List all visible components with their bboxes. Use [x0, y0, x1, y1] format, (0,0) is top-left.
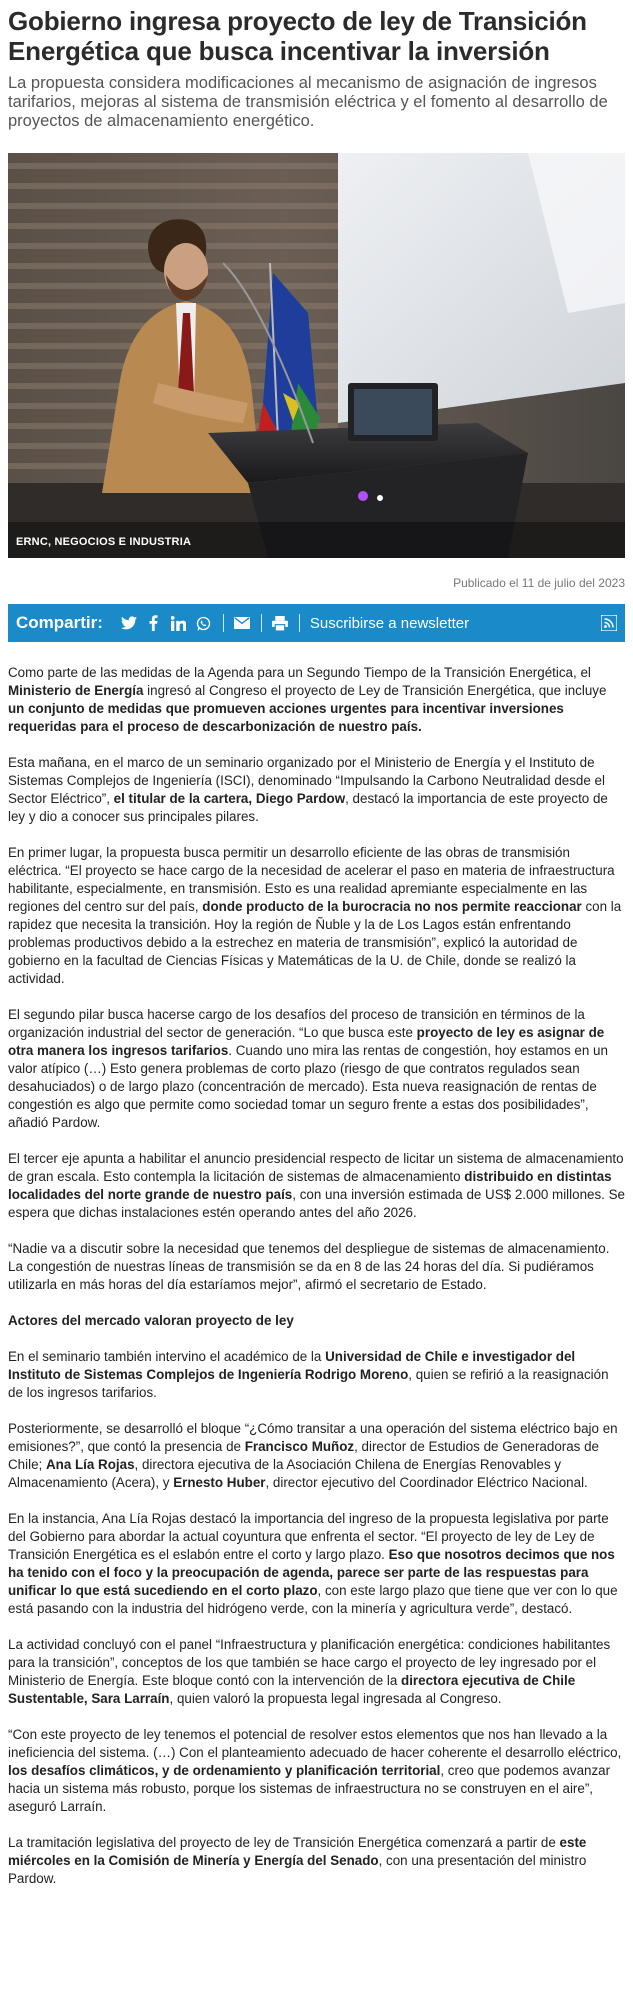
facebook-icon[interactable]: [146, 615, 162, 631]
hero-image: [8, 153, 625, 558]
image-category-overlay: [8, 522, 625, 558]
article-subtitle: La propuesta considera modificaciones al mecanismo de asignación de ingresos tarifarios, mejoras al sistema de transmisión eléctrica y el fomento al desarrollo de proyectos de almacenamiento energético.: [8, 74, 608, 130]
twitter-icon[interactable]: [121, 615, 137, 631]
published-date: Publicado el 11 de julio del 2023: [453, 576, 625, 590]
email-icon[interactable]: [234, 615, 250, 631]
rss-icon[interactable]: [601, 615, 617, 631]
paragraph: En primer lugar, la propuesta busca permitir un desarrollo eficiente de las obras de transmisión eléctrica. “El proyecto se hace cargo de la necesidad de acelerar el paso en materia de infraestructura habilitante, especialmente, en transmisión. Esto es una realidad apremiante especialmente en las regiones del centro sur del país, donde producto de la burocracia no nos permite reaccionar con la rapidez que necesita la transición. Hoy la región de Ñuble y la de Los Lagos están enfrentando problemas productivos debido a la estrechez en materia de transmisión”, explicó la autoridad de gobierno en la facultad de Ciencias Físicas y Matemáticas de la U. de Chile, donde se realizó la actividad.: [8, 845, 622, 986]
share-divider: [223, 614, 224, 632]
newsletter-link[interactable]: Suscribirse a newsletter: [309, 614, 470, 632]
paragraph: Esta mañana, en el marco de un seminario organizado por el Ministerio de Energía y el Instituto de Sistemas Complejos de Ingeniería (ISCI), denominado “Impulsando la Carbono Neutralidad desde el Sector Eléctrico”, el titular de la cartera, Diego Pardow, destacó la importancia de este proyecto de ley y dio a conocer sus principales pilares.: [8, 755, 608, 824]
share-bar: [8, 604, 625, 642]
whatsapp-icon[interactable]: [196, 615, 212, 631]
print-icon[interactable]: [272, 615, 288, 631]
share-divider: [299, 614, 300, 632]
paragraph: Como parte de las medidas de la Agenda para un Segundo Tiempo de la Transición Energética, el Ministerio de Energía ingresó al Congreso el proyecto de Ley de Transición Energética, que incluye un conjunto de medidas que promueven acciones urgentes para incentivar inversiones requeridas para el proceso de descarbonización de nuestro país.: [8, 665, 607, 734]
share-divider: [261, 614, 262, 632]
article-title: Gobierno ingresa proyecto de ley de Transición Energética que busca incentivar la inversión: [8, 6, 587, 66]
paragraph: “Con este proyecto de ley tenemos el potencial de resolver estos elementos que nos han llevado a la ineficiencia del sistema. (…) Con el planteamiento adecuado de hacer coherente el desarrollo eléctrico, los desafíos climáticos, y de ordenamiento y planificación territorial, creo que podemos avanzar hacia un sistema más robusto, porque los sistemas de infraestructura no se construyen en el aire”, aseguró Larraín.: [8, 1727, 622, 1814]
share-label: Compartir:: [16, 613, 103, 632]
article-body: [8, 664, 625, 1888]
paragraph: Posteriormente, se desarrolló el bloque “¿Cómo transitar a una operación del sistema eléctrico bajo en emisiones?”, que contó la presencia de Francisco Muñoz, director de Estudios de Generadoras de Chile; Ana Lía Rojas, directora ejecutiva de la Asociación Chilena de Energías Renovables y Almacenamiento (Acera), y Ernesto Huber, director ejecutivo del Coordinador Eléctrico Nacional.: [8, 1421, 618, 1490]
linkedin-icon[interactable]: [171, 615, 187, 631]
section-heading: Actores del mercado valoran proyecto de ley: [8, 1313, 294, 1328]
speaker-photo: [8, 153, 625, 558]
paragraph: El tercer eje apunta a habilitar el anuncio presidencial respecto de licitar un sistema de almacenamiento de gran escala. Esto contempla la licitación de sistemas de almacenamiento distribuido en distintas localidades del norte grande de nuestro país, con una inversión estimada de US$ 2.000 millones. Se espera que dichas instalaciones estén operando antes del año 2026.: [8, 1151, 625, 1220]
paragraph: En la instancia, Ana Lía Rojas destacó la importancia del ingreso de la propuesta legislativa por parte del Gobierno para abordar la actual coyuntura que enfrenta el sector. “El proyecto de ley de Ley de Transición Energética es el eslabón entre el corto y largo plazo. Eso que nosotros decimos que nos ha tenido con el foco y la preocupación de agenda, parece ser parte de las respuestas para unificar lo que está sucediendo en el corto plazo, con este largo plazo que tiene que ver con lo que está pasando con la industria del hidrógeno verde, con la minería y agricultura verde”, destacó.: [8, 1511, 618, 1616]
paragraph: El segundo pilar busca hacerse cargo de los desafíos del proceso de transición en términos de la organización industrial del sector de generación. “Lo que busca este proyecto de ley es asignar de otra manera los ingresos tarifarios. Cuando uno mira las rentas de congestión, hoy estamos en un valor atípico (…) Esto genera problemas de corto plazo (riesgo de que contratos regulados sean desahuciados) o de largo plazo (concentración de mercado). Esta nueva reasignación de rentas de congestión es algo que permite como sociedad tomar un seguro frente a estas dos posibilidades”, añadió Pardow.: [8, 1007, 608, 1130]
paragraph: La tramitación legislativa del proyecto de ley de Transición Energética comenzará a partir de este miércoles en la Comisión de Minería y Energía del Senado, con una presentación del ministro Pardow.: [8, 1835, 587, 1886]
image-category-label[interactable]: ERNC, NEGOCIOS E INDUSTRIA: [16, 536, 192, 548]
paragraph: “Nadie va a discutir sobre la necesidad que tenemos del despliegue de sistemas de almacenamiento. La congestión de nuestras líneas de transmisión se da en 8 de las 24 horas del día. Si pudiéramos utilizarla en más horas del día estaríamos mejor”, afirmó el secretario de Estado.: [8, 1241, 610, 1292]
paragraph: La actividad concluyó con el panel “Infraestructura y planificación energética: condiciones habilitantes para la transición”, conceptos de los que también se hace cargo el proyecto de ley ingresado por el Ministerio de Energía. Este bloque contó con la intervención de la directora ejecutiva de Chile Sustentable, Sara Larraín, quien valoró la propuesta legal ingresada al Congreso.: [8, 1637, 611, 1706]
paragraph: En el seminario también intervino el académico de la Universidad de Chile e investigador del Instituto de Sistemas Complejos de Ingeniería Rodrigo Moreno, quien se refirió a la reasignación de los ingresos tarifarios.: [8, 1349, 609, 1400]
